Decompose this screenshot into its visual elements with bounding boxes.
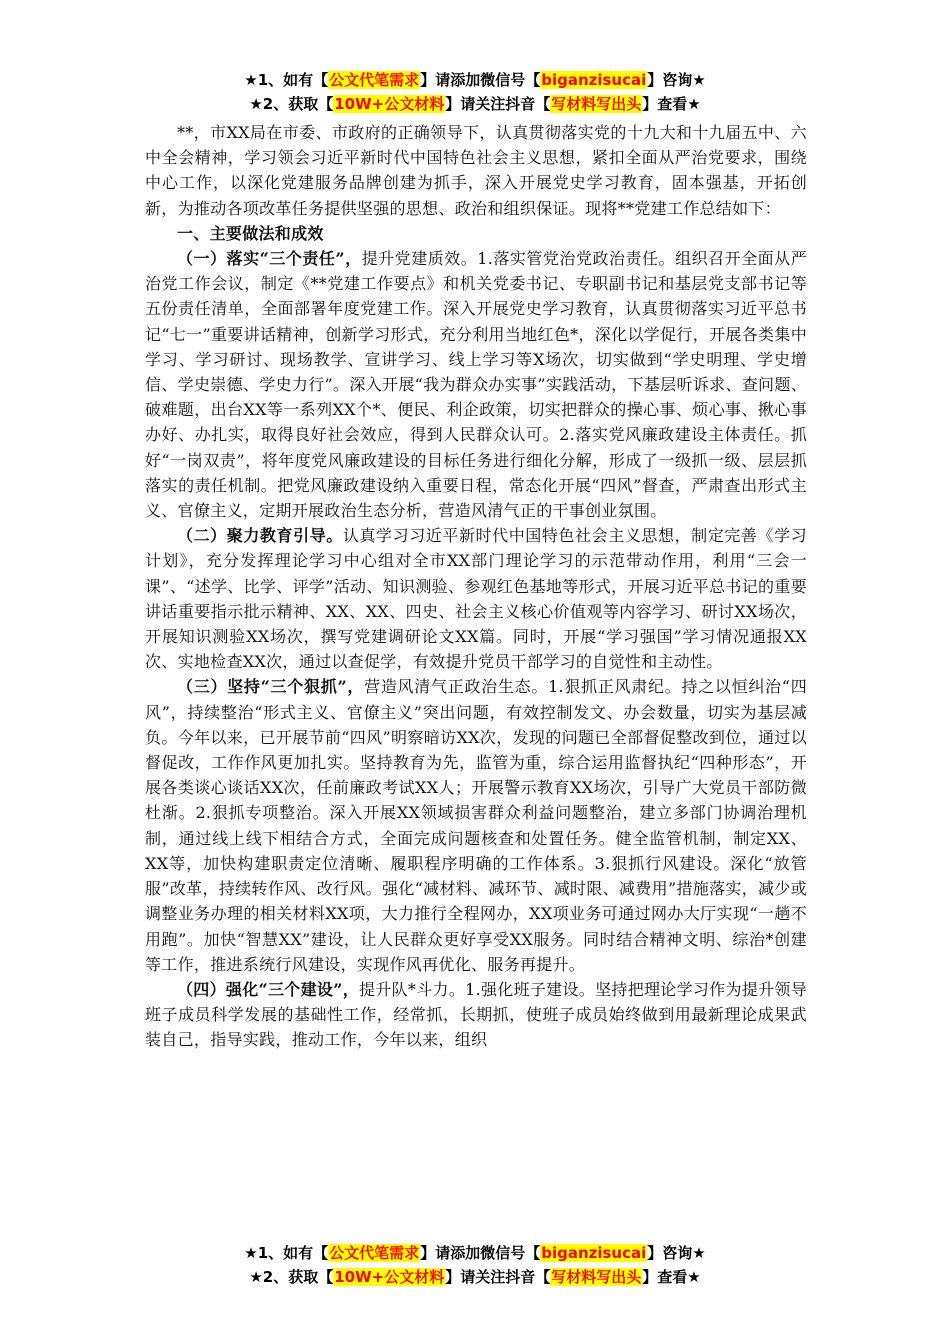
promo-text: 】请关注抖音【 <box>445 1268 551 1286</box>
promo-highlight: biganzisucai <box>541 1244 647 1262</box>
paragraph-lead: （三）坚持“三个狠抓”， <box>177 677 365 697</box>
paragraph-text: 提升队*斗力。1.强化班子建设。坚持把理论学习作为提升领导班子成员科学发展的基础性工作，经常抓，长期抓，使班子成员始终做到用最新理论成果武装自己，指导实践，推动工作，今年以来，组织 <box>145 979 807 1050</box>
promo-line-1 <box>0 68 950 92</box>
intro-paragraph: **，市XX局在市委、市政府的正确领导下，认真贯彻落实党的十九大和十九届五中、六中全会精神，学习领会习近平新时代中国特色社会主义思想，紧扣全面从严治党要求，围绕中心工作，以深化党建服务品牌创建为抓手，深入开展党史学习教育，固本强基，开拓创新，为推动各项改革任务提供坚强的思想、政治和组织保证。现将**党建工作总结如下： <box>145 123 807 218</box>
promo-line-2 <box>0 92 950 116</box>
promo-text: 】查看★ <box>642 95 701 113</box>
paragraph-4 <box>145 977 807 1053</box>
promo-highlight: 10W+公文材料 <box>334 95 445 113</box>
paragraph-text: 提升党建质效。1.落实管党治党政治责任。组织召开全面从严治党工作会议，制定《**党建工作要点》和机关党委书记、专职副书记和基层党支部书记等五份责任清单，全面部署年度党建工作。深入开展党史学习教育，认真贯彻落实习近平总书记“七一”重要讲话精神，创新学习形式，充分利用当地红色*，深化以学促行，开展各类集中学习、学习研讨、现场教学、宣讲学习、线上学习等X场次，切实做到“学史明理、学史增信、学史崇德、学史力行”。深入开展“我为群众办实事”实践活动，下基层听诉求、查问题、破难题，出台XX等一系列XX个*、便民、利企政策，切实把群众的操心事、烦心事、揪心事办好、办扎实，取得良好社会效应，得到人民群众认可。2.落实党风廉政建设主体责任。抓好“一岗双责”，将年度党风廉政建设的目标任务进行细化分解，形成了一级抓一级、层层抓落实的责任机制。把党风廉政建设纳入重要日程，常态化开展“四风”督查，严肃查出形式主义、官僚主义，定期开展政治生态分析，营造风清气正的干事创业氛围。 <box>145 249 807 521</box>
paragraph-2 <box>145 523 807 674</box>
paragraph-1 <box>145 246 807 523</box>
document-body <box>145 120 807 1053</box>
promo-line-2 <box>0 1265 950 1289</box>
paragraph-text: 认真学习习近平新时代中国特色社会主义思想，制定完善《学习计划》，充分发挥理论学习中心组对全市XX部门理论学习的示范带动作用，利用“三会一课”、“述学、比学、评学”活动、知识测验、参观红色基地等形式，开展习近平总书记的重要讲话重要指示批示精神、XX、XX、四史、社会主义核心价值观等内容学习、研讨XX场次，开展知识测验XX场次，撰写党建调研论文XX篇。同时，开展“学习强国”学习情况通报XX次、实地检查XX次，通过以查促学，有效提升党员干部学习的自觉性和主动性。 <box>145 526 807 672</box>
promo-text: ★1、如有【 <box>244 1244 329 1262</box>
promo-text: ★2、获取【 <box>249 1268 334 1286</box>
paragraph-lead: （四）强化“三个建设”， <box>177 979 360 999</box>
section-heading: 一、主要做法和成效 <box>177 223 324 243</box>
paragraph-text: 营造风清气正政治生态。1.狠抓正风肃纪。持之以恒纠治“四风”，持续整治“形式主义、官僚主义”突出问题，有效控制发文、办会数量，切实为基层减负。今年以来，已开展节前“四风”明察暗访XX次，发现的问题已全部督促整改到位，通过以督促改，工作作风更加扎实。坚持教育为先，监管为重，综合运用监督执纪“四种形态”，开展各类谈心谈话XX次，任前廉政考试XX人；开展警示教育XX场次，引导广大党员干部防微杜渐。2.狠抓专项整治。深入开展XX领域损害群众利益问题整治，建立多部门协调治理机制，通过线上线下相结合方式，全面完成问题核查和处置任务。健全监管机制，制定XX、XX等，加快构建职责定位清晰、履职程序明确的工作体系。3.狠抓行风建设。深化“放管服”改革，持续转作风、改行风。强化“减材料、减环节、减时限、减费用”措施落实，减少或调整业务办理的相关材料XX项，大力推行全程网办，XX项业务可通过网办大厅实现“一趟不用跑”。加快“智慧XX”建设，让人民群众更好享受XX服务。同时结合精神文明、综治*创建等工作，推进系统行风建设，实现作风再优化、服务再提升。 <box>145 677 807 974</box>
promo-banner-bottom <box>0 1241 950 1289</box>
promo-text: ★2、获取【 <box>249 95 334 113</box>
promo-text: 】请添加微信号【 <box>420 1244 541 1262</box>
promo-text: 】咨询★ <box>647 71 706 89</box>
paragraph-lead: （一）落实“三个责任”， <box>177 249 362 269</box>
promo-highlight: 10W+公文材料 <box>334 1268 445 1286</box>
promo-banner-top <box>0 68 950 116</box>
promo-highlight: 写材料写出头 <box>551 95 642 113</box>
paragraph-3 <box>145 674 807 976</box>
promo-text: 】请关注抖音【 <box>445 95 551 113</box>
promo-highlight: 公文代笔需求 <box>329 1244 420 1262</box>
promo-highlight: 公文代笔需求 <box>329 71 420 89</box>
promo-highlight: biganzisucai <box>541 71 647 89</box>
promo-text: 】请添加微信号【 <box>420 71 541 89</box>
promo-highlight: 写材料写出头 <box>551 1268 642 1286</box>
paragraph-lead: （二）聚力教育引导。 <box>177 526 343 546</box>
promo-text: 】咨询★ <box>647 1244 706 1262</box>
promo-text: ★1、如有【 <box>244 71 329 89</box>
promo-text: 】查看★ <box>642 1268 701 1286</box>
promo-line-1 <box>0 1241 950 1265</box>
